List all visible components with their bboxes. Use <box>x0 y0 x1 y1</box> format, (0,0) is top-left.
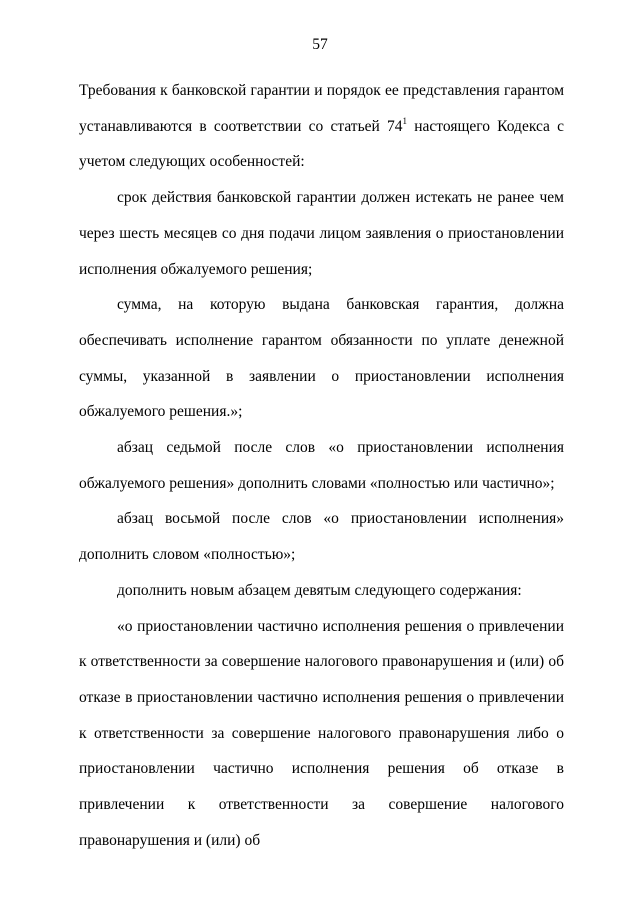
paragraph-eighth-abzac: абзац восьмой после слов «о приостановлении исполнения» дополнить словом «полностью»; <box>79 510 564 564</box>
paragraph-guarantee-amount: сумма, на которую выдана банковская гарантия, должна обеспечивать исполнение гарантом обязанности по уплате денежной суммы, указанной в заявлении о приостановлении исполнения обжалуемого решения.»; <box>79 296 564 421</box>
document-body <box>79 73 564 858</box>
paragraph-partial-suspension: «о приостановлении частично исполнения решения о привлечении к ответственности за совершение налогового правонарушения и (или) об отказе в приостановлении частично исполнения решения о привлечении к ответственности за совершение налогового правонарушения либо о приостановлении частично исполнения решения об отказе в привлечении к ответственности за совершение налогового правонарушения и (или) об <box>79 617 564 849</box>
article-superscript: 1 <box>402 115 408 126</box>
paragraph-guarantee-term: срок действия банковской гарантии должен истекать не ранее чем через шесть месяцев со дня подачи лицом заявления о приостановлении исполнения обжалуемого решения; <box>79 189 564 278</box>
paragraph-new-ninth-abzac: дополнить новым абзацем девятым следующего содержания: <box>117 581 522 599</box>
paragraph-seventh-abzac: абзац седьмой после слов «о приостановлении исполнения обжалуемого решения» дополнить словами «полностью или частично»; <box>79 439 564 492</box>
page-number: 57 <box>312 36 328 53</box>
paragraph-text-after-reference: настоящего Кодекса с учетом следующих особенностей: <box>79 117 564 171</box>
paragraph-text-before-reference: Требования к банковской гарантии и порядок ее представления гарантом устанавливаются в соответствии со статьей 74 <box>79 82 564 135</box>
paragraph-bank-guarantee-requirements <box>79 73 564 180</box>
